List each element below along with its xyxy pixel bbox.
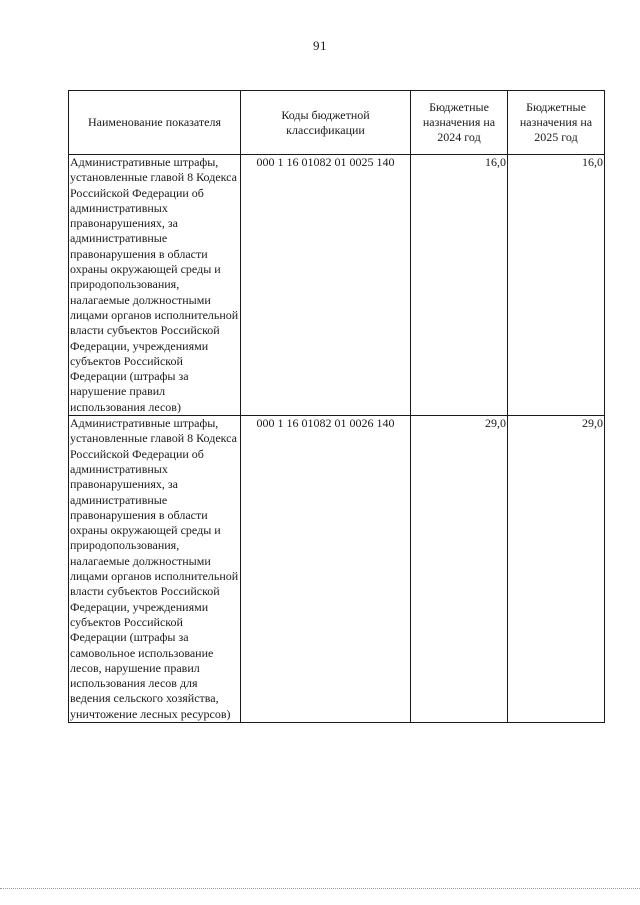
scan-edge-divider [0,888,640,889]
row-name: Административные штрафы, установленные главой 8 Кодекса Российской Федерации об административных правонарушениях, за административные правонарушения в области охраны окружающей среды и природопользования, налагаемые должностными лицами органов исполнительной власти субъектов Российской Федерации, учреждениями субъектов Российской Федерации (штрафы за нарушение правил использования лесов) [70,155,239,414]
row-amount-2025: 29,0 [582,416,603,431]
row-amount-2024-cell [411,155,508,416]
row-name-cell [69,416,241,723]
row-code: 000 1 16 01082 01 0026 140 [256,416,395,431]
row-amount-2025-cell [508,155,605,416]
row-amount-2025: 16,0 [582,155,603,169]
row-amount-2025-cell [508,416,605,723]
page-number: 91 [313,38,327,53]
row-amount-2024: 29,0 [485,416,506,431]
row-code-cell [241,155,411,416]
table-row [69,416,605,723]
header-year-2025: Бюджетные назначения на 2025 год [508,91,605,155]
table-row [69,155,605,416]
table-header-row [69,91,605,155]
row-name: Административные штрафы, установленные главой 8 Кодекса Российской Федерации об административных правонарушениях, за административные правонарушения в области охраны окружающей среды и природопользования, налагаемые должностными лицами органов исполнительной власти субъектов Российской Федерации, учреждениями субъектов Российской Федерации (штрафы за самовольное использование лесов, нарушение правил использования лесов для ведения сельского хозяйства, уничтожение лесных ресурсов) [70,416,239,721]
row-code: 000 1 16 01082 01 0025 140 [256,155,395,169]
row-name-cell [69,155,241,416]
row-amount-2024: 16,0 [485,155,506,169]
header-code: Коды бюджетной классификации [241,91,411,155]
row-code-cell [241,416,411,723]
header-name: Наименование показателя [69,91,241,155]
row-amount-2024-cell [411,416,508,723]
budget-table [68,90,605,723]
header-year-2024: Бюджетные назначения на 2024 год [411,91,508,155]
